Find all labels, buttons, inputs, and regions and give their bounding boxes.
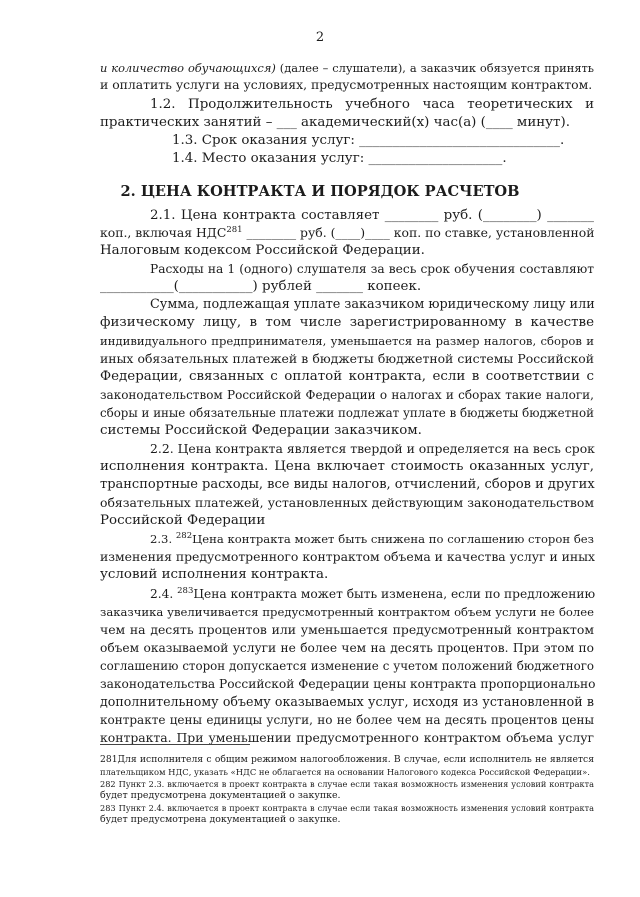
intro-line-1 (100, 60, 594, 76)
clause-2-2-line: 2.2. Цена контракта является твердой и определяется на весь срок (150, 441, 595, 456)
clause-2-1-line-3: Налоговым кодексом Российской Федерации. (100, 243, 425, 258)
clause-2-4-line: заказчика увеличивается предусмотренный контрактом объем услуги не более (100, 605, 594, 619)
clause-1-3: 1.3. Срок оказания услуг: ______________________________. (172, 133, 565, 148)
clause-2-1-line-1: 2.1. Цена контракта составляет ________ руб. (________) _______ (150, 208, 594, 223)
cost-per-listener-line-1: Расходы на 1 (одного) слушателя за весь срок обучения составляют (150, 262, 594, 276)
footnote-281-line-2: плательщиком НДС, указать «НДС не облагается на основании Налогового кодекса Российской Федерации». (100, 767, 590, 777)
tax-paragraph-line: Сумма, подлежащая уплате заказчиком юридическому лицу или (150, 297, 595, 312)
footnote-281-line-1: 281Для исполнителя с общим режимом налогообложения. В случае, если исполнитель не является (100, 754, 594, 765)
clause-2-4-line-1 (150, 586, 594, 602)
clause-1-2-line-2: практических занятий – ___ академический(х) час(а) (____ минут). (100, 115, 570, 130)
clause-1-2-line-1: 1.2. Продолжительность учебного часа теоретических и (150, 97, 594, 112)
tax-paragraph-line: законодательством Российской Федерации о налогах и сборах такие налоги, (100, 388, 594, 402)
page-number: 2 (315, 30, 325, 45)
section-title: 2. ЦЕНА КОНТРАКТА И ПОРЯДОК РАСЧЕТОВ (120, 183, 520, 200)
footnote-283-line-2: будет предусмотрена документацией о закупке. (100, 814, 341, 825)
intro-line-2: и оплатить услуги на условиях, предусмотренных настоящим контрактом. (100, 77, 593, 92)
clause-2-3-line-1 (150, 531, 594, 547)
clause-2-2-line: Российской Федерации (100, 513, 266, 528)
vat-label: коп., включая НДС (100, 225, 227, 240)
clause-2-3-number: 2.3. (150, 532, 176, 546)
tax-paragraph-line: физическому лицу, в том числе зарегистрированному в качестве (100, 315, 594, 330)
tax-paragraph-line: сборы и иные обязательные платежи подлежат уплате в бюджеты бюджетной (100, 406, 594, 420)
footnote-283-line-1: 283 Пункт 2.4. включается в проект контракта в случае если такая возможность изменения условий контракта (100, 803, 594, 813)
clause-2-1-line-2 (100, 225, 594, 241)
clause-2-4-line: чем на десять процентов или уменьшается предусмотренный контрактом (100, 622, 594, 637)
clause-2-2-line: исполнения контракта. Цена включает стоимость оказанных услуг, (100, 459, 594, 474)
clause-2-3-text: Цена контракта может быть снижена по соглашению сторон без (192, 532, 594, 546)
clause-2-2-line: транспортные расходы, все виды налогов, отчислений, сборов и других (100, 477, 595, 492)
footnote-ref-281: 281 (226, 224, 243, 235)
clause-2-4-line: контракте цены единицы услуги, но не более чем на десять процентов цены (100, 713, 594, 727)
footnote-separator (100, 744, 250, 745)
intro-text: (далее – слушатели), а заказчик обязуется принять (275, 61, 595, 75)
footnote-282-line-1: 282 Пункт 2.3. включается в проект контракта в случае если такая возможность изменения условий контракта (100, 779, 594, 789)
intro-italic-text: и количество обучающихся) (100, 61, 276, 75)
clause-2-4-line: законодательства Российской Федерации цены контракта пропорционально (100, 677, 596, 691)
clause-2-4-line: объем оказываемой услуги не более чем на десять процентов. При этом по (100, 641, 594, 655)
tax-paragraph-line: системы Российской Федерации заказчиком. (100, 423, 422, 438)
clause-2-3-line-3: условий исполнения контракта. (100, 567, 329, 582)
vat-text: ________ руб. (____)____ коп. по ставке, установленной (242, 225, 595, 240)
tax-paragraph-line: иных обязательных платежей в бюджеты бюджетной системы Российской (100, 351, 594, 366)
clause-1-4: 1.4. Место оказания услуг: ____________________. (172, 151, 507, 166)
cost-per-listener-line-2: ___________(___________) рублей _______ копеек. (100, 279, 422, 294)
footnote-282-line-2: будет предусмотрена документацией о закупке. (100, 790, 341, 801)
footnote-ref-283: 283 (177, 585, 194, 596)
clause-2-4-text: Цена контракта может быть изменена, если по предложению (193, 587, 596, 601)
clause-2-4-line: дополнительному объему оказываемых услуг, исходя из установленной в (100, 694, 594, 709)
clause-2-4-line: контракта. При уменьшении предусмотренного контрактом объема услуг (100, 730, 594, 745)
footnote-ref-282: 282 (175, 531, 193, 542)
clause-2-4-line: соглашению сторон допускается изменение с учетом положений бюджетного (100, 659, 594, 673)
tax-paragraph-line: Федерации, связанных с оплатой контракта, если в соответствии с (100, 369, 594, 384)
clause-2-2-line: обязательных платежей, установленных действующим законодательством (100, 495, 594, 510)
clause-2-3-line-2: изменения предусмотренного контрактом объема и качества услуг и иных (100, 549, 596, 564)
tax-paragraph-line: индивидуального предпринимателя, уменьшается на размер налогов, сборов и (100, 334, 594, 348)
clause-2-4-number: 2.4. (150, 587, 178, 601)
